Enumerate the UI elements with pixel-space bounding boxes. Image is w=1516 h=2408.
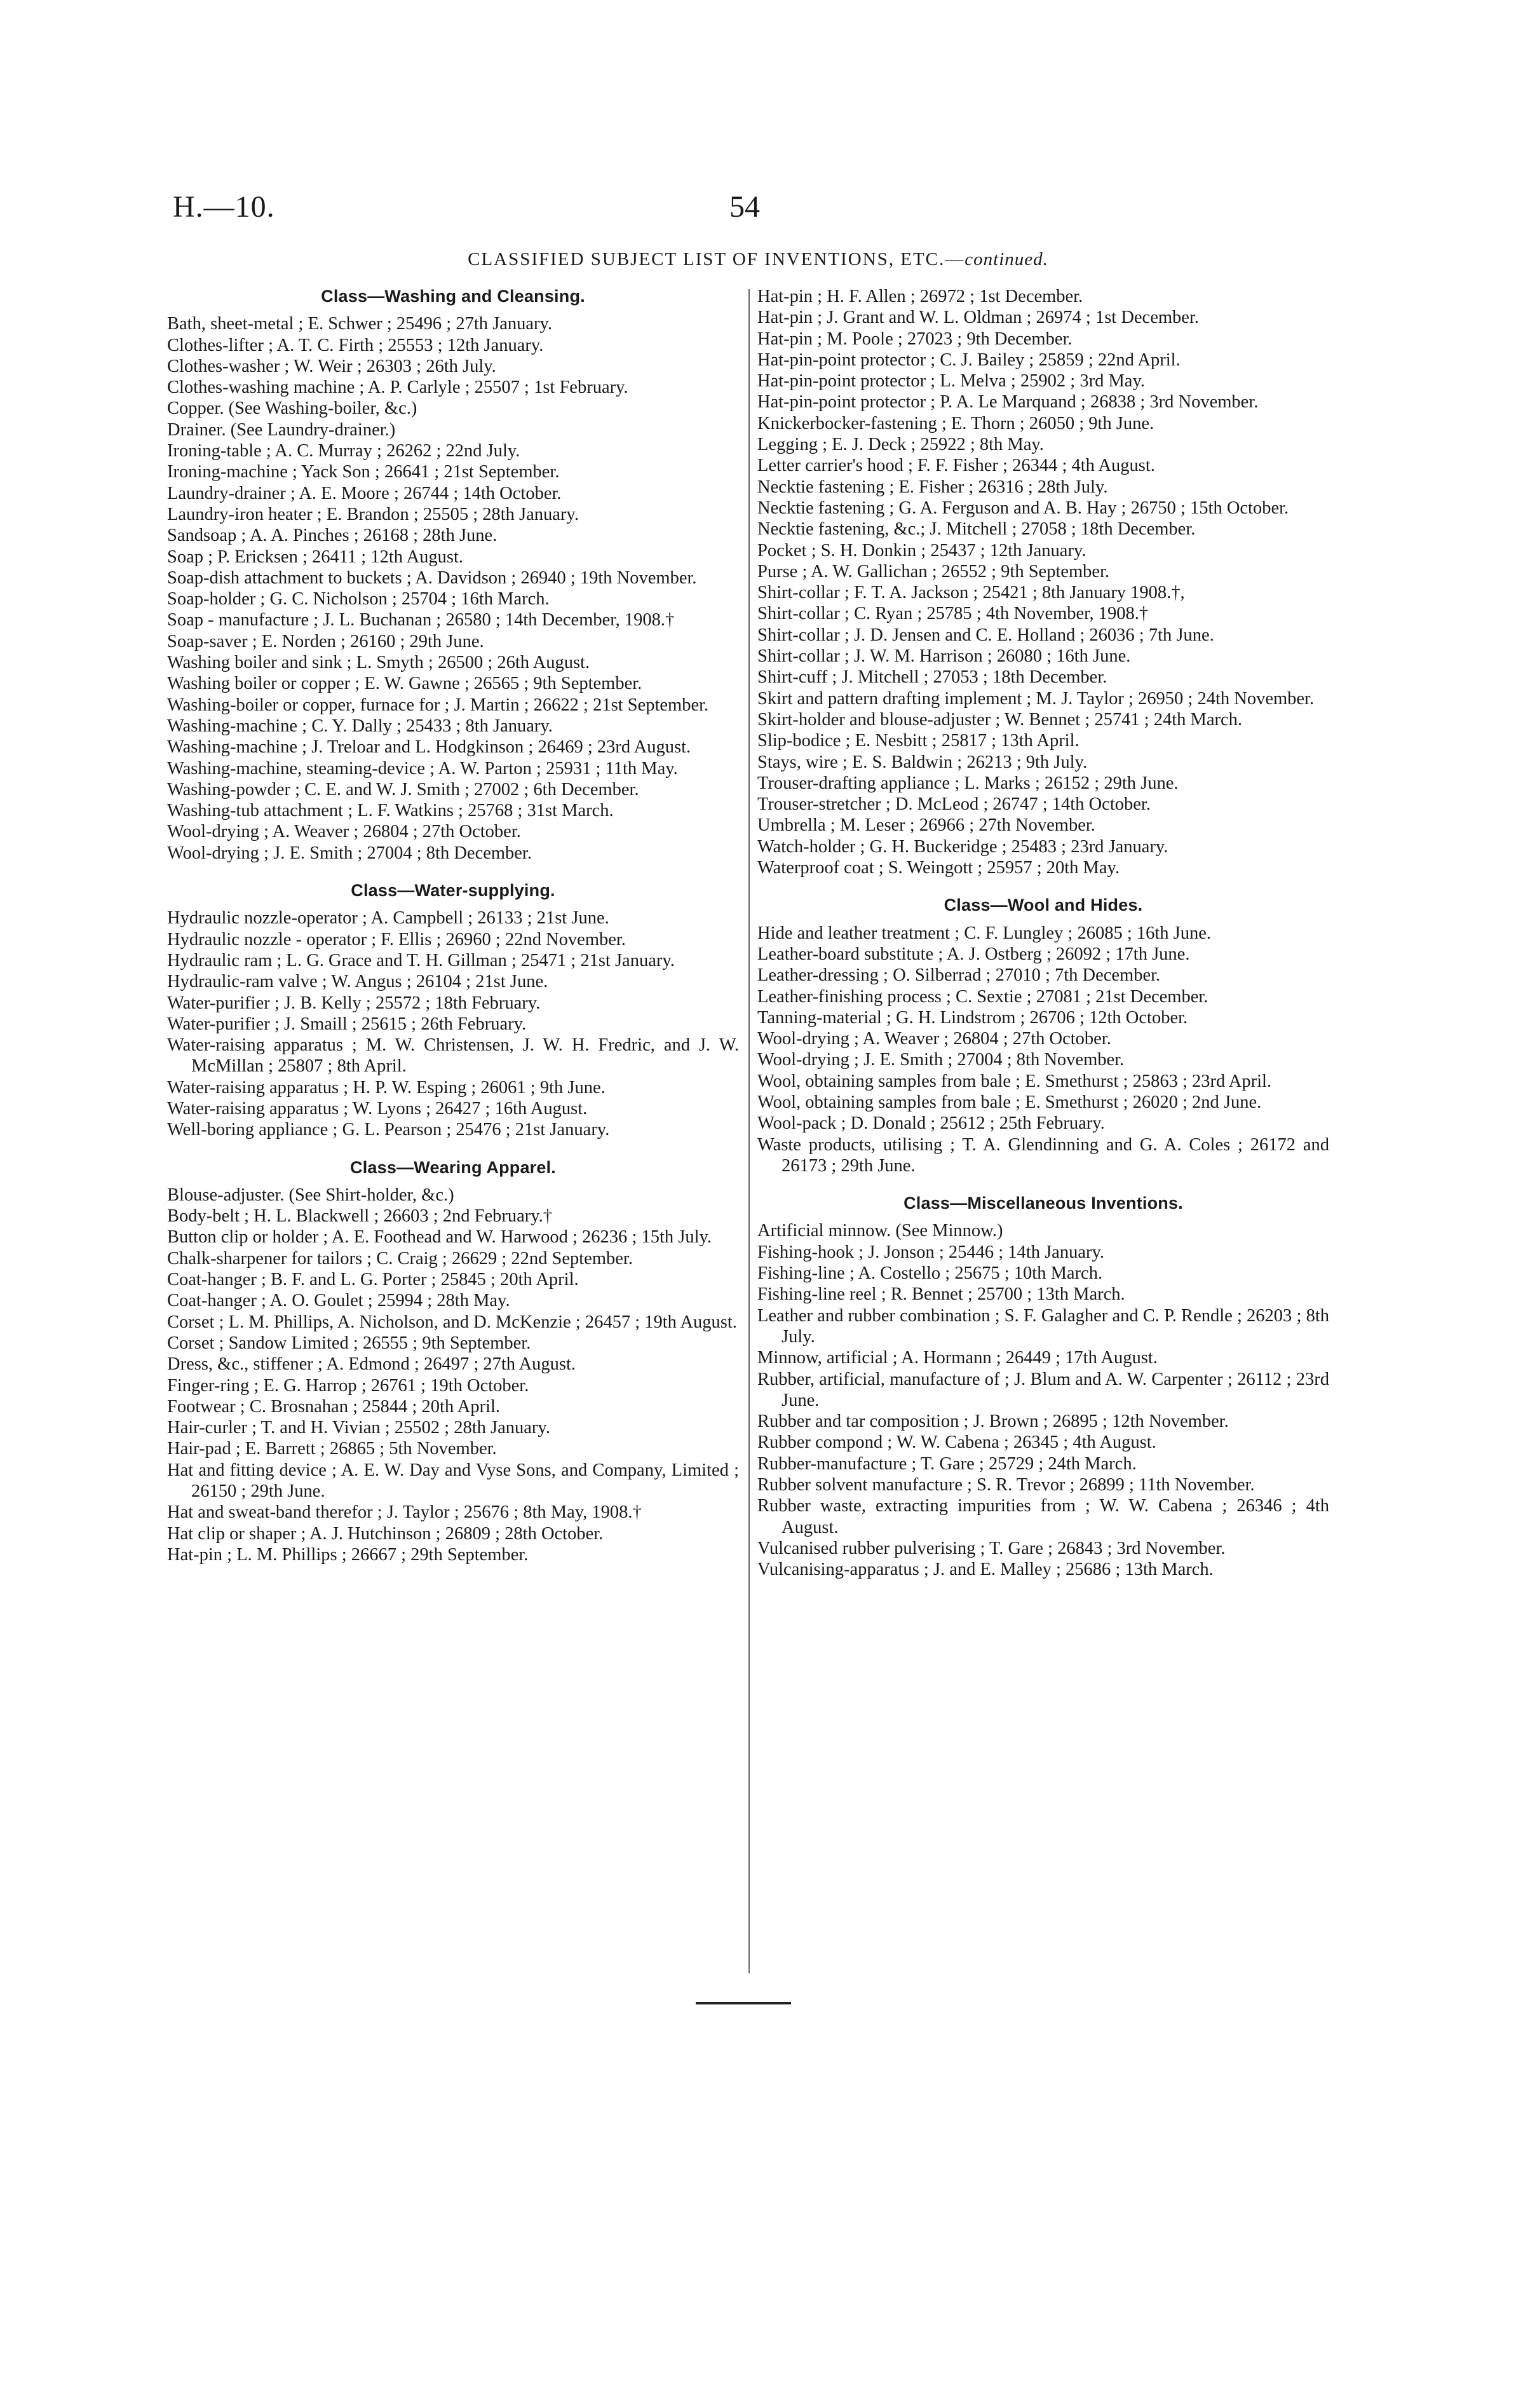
list-entry: Leather-finishing process ; C. Sextie ; 27081 ; 21st December. (757, 986, 1208, 1007)
left-column (167, 286, 739, 1565)
title-main: CLASSIFIED SUBJECT LIST OF INVENTIONS, ETC.— (468, 249, 965, 269)
list-entry: Soap-holder ; G. C. Nicholson ; 25704 ; 16th March. (167, 589, 550, 609)
list-entry: Hat-pin-point protector ; C. J. Bailey ; 25859 ; 22nd April. (757, 350, 1181, 370)
document-reference: H.—10. (173, 190, 275, 224)
entry-list (167, 908, 739, 1140)
list-entry: Wool-drying ; A. Weaver ; 26804 ; 27th October. (757, 1029, 1111, 1049)
list-entry: Rubber and tar composition ; J. Brown ; 26895 ; 12th November. (757, 1411, 1229, 1432)
list-entry: Hat-pin-point protector ; P. A. Le Marquand ; 26838 ; 3rd November. (757, 392, 1259, 412)
list-entry: Bath, sheet-metal ; E. Schwer ; 25496 ; 27th January. (167, 314, 553, 334)
list-entry: Necktie fastening, &c.; J. Mitchell ; 27058 ; 18th December. (757, 519, 1196, 540)
list-entry: Dress, &c., stiffener ; A. Edmond ; 26497 ; 27th August. (167, 1354, 576, 1375)
section-heading: Class—Washing and Cleansing. (321, 287, 585, 306)
list-entry: Waste products, utilising ; T. A. Glendinning and G. A. Coles ; 26172 and 26173 ; 29th June. (757, 1134, 1329, 1176)
list-entry: Sandsoap ; A. A. Pinches ; 26168 ; 28th June. (167, 526, 497, 546)
list-entry: Clothes-washing machine ; A. P. Carlyle ; 25507 ; 1st February. (167, 378, 628, 398)
list-entry: Necktie fastening ; E. Fisher ; 26316 ; 28th July. (757, 477, 1108, 497)
list-entry: Hat and fitting device ; A. E. W. Day and Vyse Sons, and Company, Limited ; 26150 ; 29th June. (167, 1460, 739, 1502)
list-entry: Hat-pin ; H. F. Allen ; 26972 ; 1st December. (757, 287, 1083, 306)
list-entry: Copper. (See Washing-boiler, &c.) (167, 398, 417, 419)
title-suffix: continued. (964, 249, 1048, 269)
list-entry: Finger-ring ; E. G. Harrop ; 26761 ; 19th October. (167, 1375, 529, 1396)
list-entry: Rubber solvent manufacture ; S. R. Trevor ; 26899 ; 11th November. (757, 1475, 1255, 1495)
list-entry: Hat-pin-point protector ; L. Melva ; 25902 ; 3rd May. (757, 371, 1145, 391)
list-entry: Tanning-material ; G. H. Lindstrom ; 26706 ; 12th October. (757, 1007, 1188, 1028)
list-entry: Clothes-lifter ; A. T. C. Firth ; 25553 ; 12th January. (167, 335, 544, 355)
list-entry: Leather-dressing ; O. Silberrad ; 27010 ; 7th December. (757, 965, 1161, 986)
list-entry: Coat-hanger ; A. O. Goulet ; 25994 ; 28th May. (167, 1291, 510, 1311)
section-heading: Class—Wool and Hides. (944, 895, 1143, 915)
list-entry: Soap-dish attachment to buckets ; A. Davidson ; 26940 ; 19th November. (167, 568, 697, 588)
list-entry: Hydraulic nozzle - operator ; F. Ellis ; 26960 ; 22nd November. (167, 929, 626, 949)
list-entry: Button clip or holder ; A. E. Foothead and W. Harwood ; 26236 ; 15th July. (167, 1227, 712, 1248)
list-entry: Hair-curler ; T. and H. Vivian ; 25502 ; 28th January. (167, 1418, 550, 1438)
list-entry: Hydraulic-ram valve ; W. Angus ; 26104 ; 21st June. (167, 972, 548, 992)
list-entry: Watch-holder ; G. H. Buckeridge ; 25483 ; 23rd January. (757, 836, 1168, 857)
list-entry: Shirt-collar ; C. Ryan ; 25785 ; 4th November, 1908.† (757, 604, 1149, 624)
list-entry: Body-belt ; H. L. Blackwell ; 26603 ; 2nd February.† (167, 1206, 553, 1227)
list-entry: Hat and sweat-band therefor ; J. Taylor ; 25676 ; 8th May, 1908.† (167, 1502, 642, 1523)
list-entry: Pocket ; S. H. Donkin ; 25437 ; 12th January. (757, 540, 1086, 561)
list-entry: Shirt-collar ; F. T. A. Jackson ; 25421 ; 8th January 1908.†, (757, 583, 1185, 603)
list-entry: Wool-pack ; D. Donald ; 25612 ; 25th February. (757, 1113, 1105, 1134)
list-entry: Drainer. (See Laundry-drainer.) (167, 419, 396, 440)
list-entry: Wool-drying ; A. Weaver ; 26804 ; 27th October. (167, 822, 521, 842)
list-entry: Hydraulic nozzle-operator ; A. Campbell ; 26133 ; 21st June. (167, 908, 609, 929)
section-heading: Class—Water-supplying. (351, 881, 555, 901)
list-entry: Hydraulic ram ; L. G. Grace and T. H. Gillman ; 25471 ; 21st January. (167, 950, 675, 970)
list-entry: Rubber waste, extracting impurities from ; W. W. Cabena ; 26346 ; 4th August. (757, 1496, 1329, 1537)
list-entry: Clothes-washer ; W. Weir ; 26303 ; 26th July. (167, 356, 496, 376)
list-entry: Skirt-holder and blouse-adjuster ; W. Bennet ; 25741 ; 24th March. (757, 709, 1243, 730)
section-heading: Class—Miscellaneous Inventions. (904, 1194, 1183, 1213)
list-entry: Leather-board substitute ; A. J. Ostberg ; 26092 ; 17th June. (757, 944, 1190, 964)
end-rule (696, 2002, 791, 2004)
entry-list (167, 1185, 739, 1565)
list-entry: Laundry-iron heater ; E. Brandon ; 25505 ; 28th January. (167, 504, 579, 524)
list-entry: Trouser-drafting appliance ; L. Marks ; 26152 ; 29th June. (757, 773, 1179, 793)
entry-list (167, 313, 739, 864)
list-entry: Skirt and pattern drafting implement ; M. J. Taylor ; 26950 ; 24th November. (757, 688, 1315, 709)
list-entry: Shirt-collar ; J. D. Jensen and C. E. Holland ; 26036 ; 7th June. (757, 625, 1214, 645)
list-entry: Laundry-drainer ; A. E. Moore ; 26744 ; 14th October. (167, 483, 562, 503)
list-entry: Legging ; E. J. Deck ; 25922 ; 8th May. (757, 435, 1044, 455)
list-entry: Minnow, artificial ; A. Hormann ; 26449 ; 17th August. (757, 1348, 1158, 1368)
section-heading: Class—Wearing Apparel. (350, 1157, 556, 1177)
page-title (0, 249, 1516, 270)
list-entry: Corset ; L. M. Phillips, A. Nicholson, and D. McKenzie ; 26457 ; 19th August. (167, 1312, 737, 1332)
list-entry: Rubber, artificial, manufacture of ; J. Blum and A. W. Carpenter ; 26112 ; 23rd June. (757, 1369, 1329, 1410)
list-entry: Hat-pin ; J. Grant and W. L. Oldman ; 26974 ; 1st December. (757, 308, 1199, 328)
list-entry: Footwear ; C. Brosnahan ; 25844 ; 20th April. (167, 1396, 501, 1417)
list-entry: Water-purifier ; J. Smaill ; 25615 ; 26th February. (167, 1014, 527, 1034)
column-divider (748, 289, 750, 1973)
list-entry: Wool-drying ; J. E. Smith ; 27004 ; 8th December. (167, 843, 532, 863)
list-entry: Leather and rubber combination ; S. F. Galagher and C. P. Rendle ; 26203 ; 8th July. (757, 1305, 1329, 1347)
list-entry: Slip-bodice ; E. Nesbitt ; 25817 ; 13th April. (757, 731, 1079, 751)
list-entry: Letter carrier's hood ; F. F. Fisher ; 26344 ; 4th August. (757, 456, 1155, 476)
list-entry: Vulcanising-apparatus ; J. and E. Malley ; 25686 ; 13th March. (757, 1560, 1214, 1580)
list-entry: Washing-machine, steaming-device ; A. W. Parton ; 25931 ; 11th May. (167, 758, 678, 779)
list-entry: Wool, obtaining samples from bale ; E. Smethurst ; 25863 ; 23rd April. (757, 1071, 1272, 1091)
list-entry: Artificial minnow. (See Minnow.) (757, 1221, 1003, 1241)
list-entry: Soap - manufacture ; J. L. Buchanan ; 26580 ; 14th December, 1908.† (167, 610, 675, 630)
list-entry: Wool-drying ; J. E. Smith ; 27004 ; 8th November. (757, 1050, 1125, 1070)
list-entry: Washing boiler or copper ; E. W. Gawne ; 26565 ; 9th September. (167, 674, 642, 694)
entry-list (757, 1220, 1329, 1580)
list-entry: Shirt-cuff ; J. Mitchell ; 27053 ; 18th December. (757, 667, 1107, 688)
list-entry: Soap ; P. Ericksen ; 26411 ; 12th August. (167, 547, 464, 567)
list-entry: Rubber-manufacture ; T. Gare ; 25729 ; 24th March. (757, 1453, 1137, 1474)
list-entry: Water-raising apparatus ; W. Lyons ; 26427 ; 16th August. (167, 1098, 588, 1119)
list-entry: Wool, obtaining samples from bale ; E. Smethurst ; 26020 ; 2nd June. (757, 1092, 1262, 1112)
list-entry: Hair-pad ; E. Barrett ; 26865 ; 5th November. (167, 1439, 497, 1459)
list-entry: Chalk-sharpener for tailors ; C. Craig ; 26629 ; 22nd September. (167, 1248, 633, 1269)
list-entry: Shirt-collar ; J. W. M. Harrison ; 26080 ; 16th June. (757, 646, 1131, 667)
list-entry: Fishing-line reel ; R. Bennet ; 25700 ; 13th March. (757, 1284, 1125, 1305)
list-entry: Blouse-adjuster. (See Shirt-holder, &c.) (167, 1185, 454, 1205)
list-entry: Purse ; A. W. Gallichan ; 26552 ; 9th September. (757, 561, 1110, 582)
entry-list (757, 923, 1329, 1177)
list-entry: Fishing-line ; A. Costello ; 25675 ; 10th March. (757, 1263, 1103, 1284)
list-entry: Hide and leather treatment ; C. F. Lungley ; 26085 ; 16th June. (757, 923, 1212, 943)
list-entry: Umbrella ; M. Leser ; 26966 ; 27th November. (757, 815, 1095, 836)
list-entry: Hat-pin ; L. M. Phillips ; 26667 ; 29th September. (167, 1544, 529, 1565)
list-entry: Ironing-machine ; Yack Son ; 26641 ; 21st September. (167, 462, 560, 482)
entry-list (757, 286, 1329, 878)
list-entry: Water-raising apparatus ; M. W. Christensen, J. W. H. Fredric, and J. W. McMillan ; 25807 ; 8th April. (167, 1035, 739, 1077)
list-entry: Rubber compond ; W. W. Cabena ; 26345 ; 4th August. (757, 1432, 1156, 1453)
page-number: 54 (729, 190, 760, 224)
list-entry: Ironing-table ; A. C. Murray ; 26262 ; 22nd July. (167, 441, 520, 461)
list-entry: Necktie fastening ; G. A. Ferguson and A. B. Hay ; 26750 ; 15th October. (757, 498, 1289, 518)
list-entry: Vulcanised rubber pulverising ; T. Gare ; 26843 ; 3rd November. (757, 1538, 1226, 1558)
list-entry: Water-raising apparatus ; H. P. W. Esping ; 26061 ; 9th June. (167, 1077, 606, 1098)
list-entry: Hat-pin ; M. Poole ; 27023 ; 9th December. (757, 329, 1073, 349)
list-entry: Stays, wire ; E. S. Baldwin ; 26213 ; 9th July. (757, 752, 1088, 772)
list-entry: Washing-machine ; C. Y. Dally ; 25433 ; 8th January. (167, 716, 553, 736)
list-entry: Knickerbocker-fastening ; E. Thorn ; 26050 ; 9th June. (757, 413, 1154, 433)
list-entry: Washing-machine ; J. Treloar and L. Hodgkinson ; 26469 ; 23rd August. (167, 737, 691, 758)
list-entry: Washing-tub attachment ; L. F. Watkins ; 25768 ; 31st March. (167, 801, 614, 821)
list-entry: Well-boring appliance ; G. L. Pearson ; 25476 ; 21st January. (167, 1120, 610, 1140)
list-entry: Fishing-hook ; J. Jonson ; 25446 ; 14th January. (757, 1242, 1104, 1262)
list-entry: Corset ; Sandow Limited ; 26555 ; 9th September. (167, 1333, 531, 1353)
list-entry: Washing-boiler or copper, furnace for ; J. Martin ; 26622 ; 21st September. (167, 695, 709, 715)
list-entry: Washing boiler and sink ; L. Smyth ; 26500 ; 26th August. (167, 653, 590, 673)
list-entry: Soap-saver ; E. Norden ; 26160 ; 29th June. (167, 631, 484, 651)
list-entry: Trouser-stretcher ; D. McLeod ; 26747 ; 14th October. (757, 794, 1151, 815)
right-column (757, 286, 1329, 1581)
list-entry: Hat clip or shaper ; A. J. Hutchinson ; 26809 ; 28th October. (167, 1523, 604, 1544)
list-entry: Waterproof coat ; S. Weingott ; 25957 ; 20th May. (757, 858, 1120, 878)
list-entry: Washing-powder ; C. E. and W. J. Smith ; 27002 ; 6th December. (167, 779, 639, 799)
list-entry: Water-purifier ; J. B. Kelly ; 25572 ; 18th February. (167, 993, 541, 1013)
list-entry: Coat-hanger ; B. F. and L. G. Porter ; 25845 ; 20th April. (167, 1270, 579, 1290)
